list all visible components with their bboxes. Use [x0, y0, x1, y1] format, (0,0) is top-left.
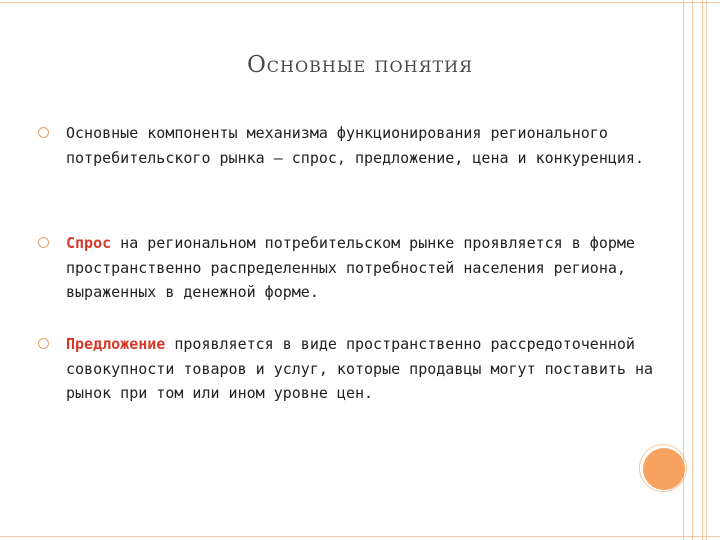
frame-line-right-4 [706, 0, 707, 540]
bullet-body: Основные компоненты механизма функционирования регионального потребительского рынка – спрос, предложение, цена и конкуренция. [66, 124, 644, 167]
frame-line-right-3 [702, 0, 703, 540]
bullet-body: проявляется в виде пространственно рассредоточенной совокупности товаров и услуг, которые продавцы могут поставить на рынок при том или ином уровне цен. [66, 335, 653, 402]
bullet-text [66, 332, 656, 406]
bullet-body: на региональном потребительском рынке проявляется в форме пространственно распределенных потребностей населения региона, выраженных в денежной форме. [66, 234, 635, 301]
frame-line-bottom [0, 536, 720, 537]
bullet-term: Предложение [66, 335, 166, 353]
bullet-marker-icon [38, 237, 49, 248]
bullet-text [66, 121, 656, 170]
frame-line-top [0, 2, 720, 3]
bullet-term: Спрос [66, 234, 112, 252]
deco-circle-icon [643, 448, 685, 490]
bullet-marker-icon [38, 338, 49, 349]
frame-line-right-2 [692, 0, 693, 540]
bullet-text [66, 231, 656, 305]
slide-title: Основные понятия [246, 52, 474, 78]
bullet-marker-icon [38, 127, 49, 138]
